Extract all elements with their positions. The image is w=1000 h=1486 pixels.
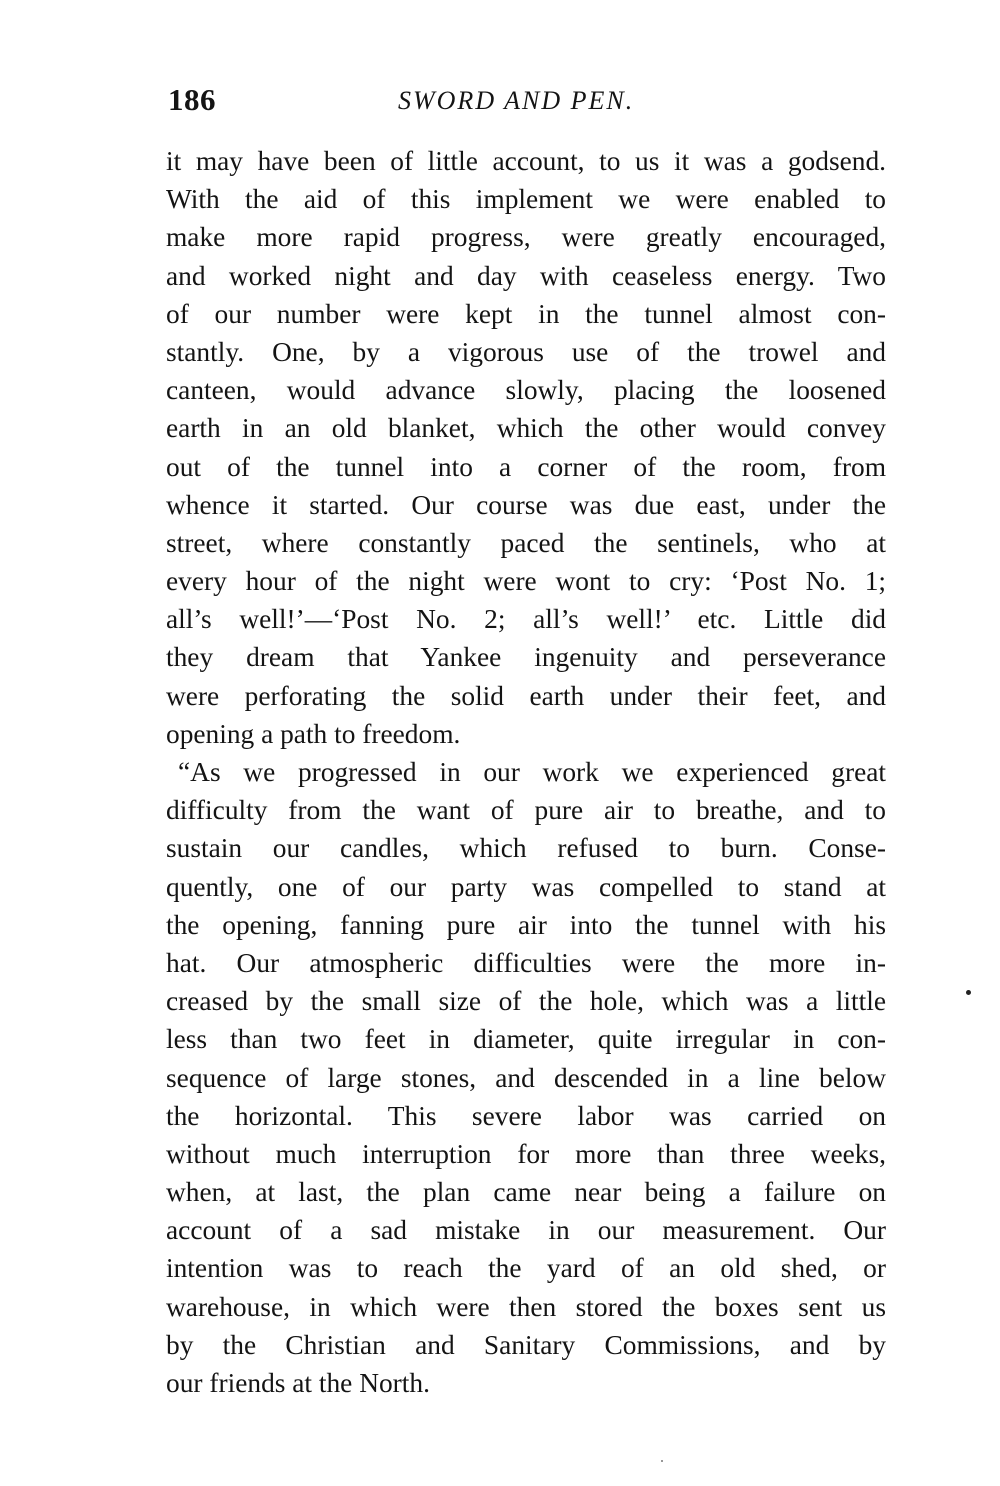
text-line: With the aid of this implement we were enabled to xyxy=(166,184,886,215)
page-number: 186 xyxy=(168,82,216,117)
text-line: quently, one of our party was compelled to stand at xyxy=(166,871,886,902)
text-line: every hour of the night were wont to cry: ‘Post No. 1; xyxy=(166,566,886,597)
text-line: sequence of large stones, and descended in a line below xyxy=(166,1062,886,1093)
text-line: the horizontal. This severe labor was carried on xyxy=(166,1100,886,1131)
text-line: of our number were kept in the tunnel almost con- xyxy=(166,298,886,329)
text-line: all’s well!’—‘Post No. 2; all’s well!’ etc. Little did xyxy=(166,604,886,635)
text-line: our friends at the North. xyxy=(166,1368,430,1398)
text-line: out of the tunnel into a corner of the room, from xyxy=(166,451,886,482)
running-title: SWORD AND PEN. xyxy=(398,86,635,115)
text-line: account of a sad mistake in our measurement. Our xyxy=(166,1215,886,1246)
text-line: when, at last, the plan came near being a failure on xyxy=(166,1177,886,1208)
text-line: they dream that Yankee ingenuity and perseverance xyxy=(166,642,886,673)
text-line: hat. Our atmospheric difficulties were the more in- xyxy=(166,947,886,978)
text-line: difficulty from the want of pure air to breathe, and to xyxy=(166,795,886,826)
scan-speck xyxy=(966,990,971,995)
body-text xyxy=(166,142,886,1402)
text-line: opening a path to freedom. xyxy=(166,718,461,749)
text-line: by the Christian and Sanitary Commissions, and by xyxy=(166,1329,886,1360)
text-line: stantly. One, by a vigorous use of the trowel and xyxy=(166,336,886,367)
text-line: were perforating the solid earth under their feet, and xyxy=(166,680,886,711)
text-line: street, where constantly paced the sentinels, who at xyxy=(166,527,886,558)
paragraph-start-line: “As we progressed in our work we experienced great xyxy=(178,757,886,787)
text-line: the opening, fanning pure air into the tunnel with his xyxy=(166,909,886,940)
text-line: make more rapid progress, were greatly encouraged, xyxy=(166,222,886,253)
text-line: warehouse, in which were then stored the boxes sent us xyxy=(166,1291,886,1322)
scan-speck xyxy=(661,1460,663,1462)
text-line: canteen, would advance slowly, placing the loosened xyxy=(166,375,886,406)
text-line: whence it started. Our course was due east, under the xyxy=(166,489,886,520)
text-line: intention was to reach the yard of an old shed, or xyxy=(166,1253,886,1284)
text-line: it may have been of little account, to us it was a godsend. xyxy=(166,146,886,176)
text-line: sustain our candles, which refused to burn. Conse- xyxy=(166,833,886,864)
text-line: and worked night and day with ceaseless energy. Two xyxy=(166,260,886,291)
text-line: creased by the small size of the hole, which was a little xyxy=(166,986,886,1017)
text-line: without much interruption for more than three weeks, xyxy=(166,1138,886,1169)
text-line: less than two feet in diameter, quite irregular in con- xyxy=(166,1024,886,1055)
text-line: earth in an old blanket, which the other would convey xyxy=(166,413,886,444)
